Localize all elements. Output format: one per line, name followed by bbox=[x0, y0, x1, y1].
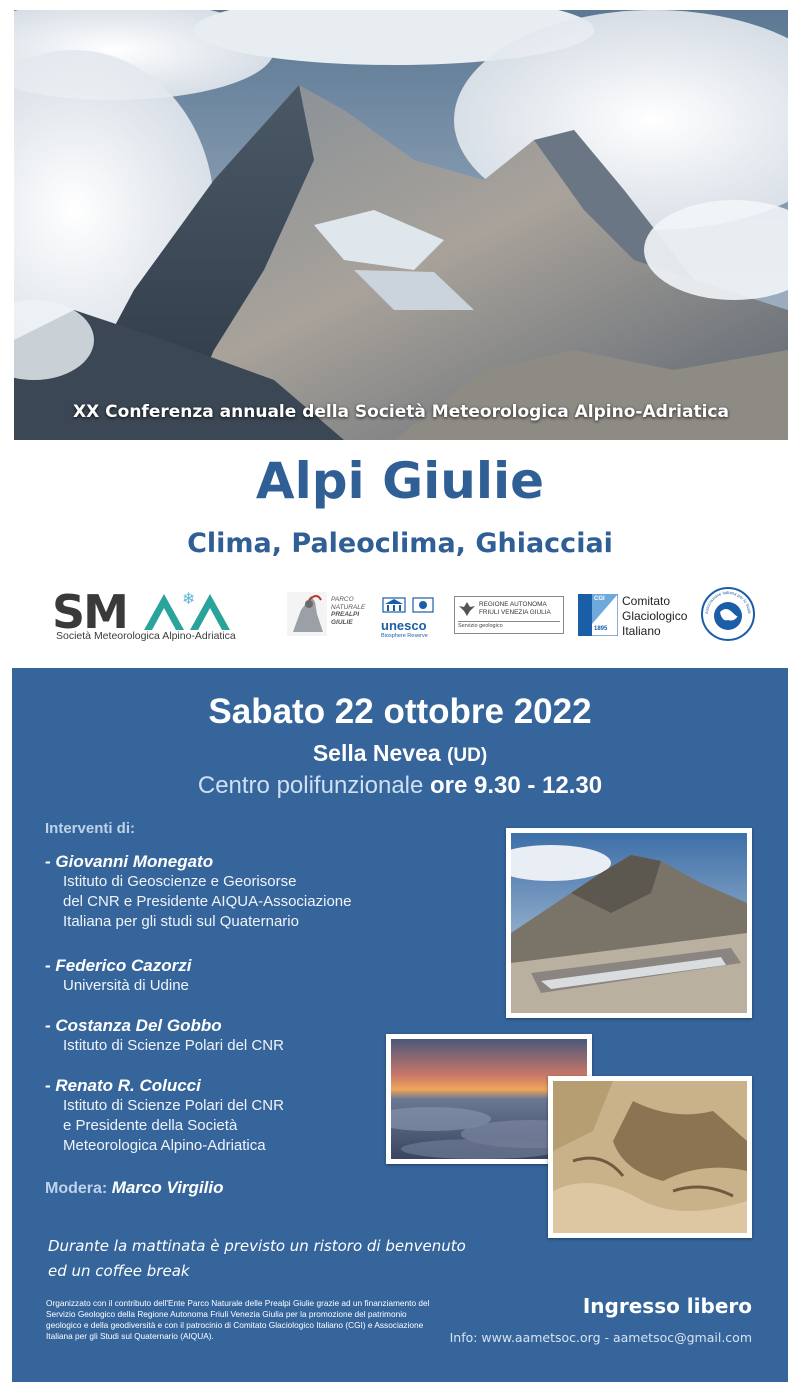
glacier-ridge-image bbox=[511, 833, 747, 1013]
speaker-item bbox=[45, 1076, 284, 1156]
parco-line-1: PARCO bbox=[331, 596, 354, 603]
speaker-name: - Renato R. Colucci bbox=[45, 1076, 201, 1095]
photo-karst-rock bbox=[548, 1076, 752, 1238]
conference-caption: XX Conferenza annuale della Società Meteorologica Alpino-Adriatica bbox=[73, 402, 729, 422]
mountain-illustration bbox=[14, 10, 788, 440]
info-panel bbox=[12, 668, 788, 1382]
cgi-line-2: Glaciologico bbox=[622, 609, 688, 623]
speaker-affiliation bbox=[45, 976, 191, 996]
place-province: (UD) bbox=[447, 745, 488, 766]
parco-line-3: PREALPI bbox=[331, 611, 360, 618]
regione-line-1: REGIONE AUTONOMA bbox=[479, 601, 547, 608]
place-name: Sella Nevea bbox=[312, 740, 441, 766]
globe-icon bbox=[700, 586, 756, 642]
affiliation-line: Università di Udine bbox=[63, 977, 189, 994]
regione-line-2: FRIULI VENEZIA GIULIA bbox=[479, 609, 551, 616]
speaker-item bbox=[45, 852, 351, 932]
event-time: ore 9.30 - 12.30 bbox=[430, 772, 603, 799]
parco-line-4: GIULIE bbox=[331, 618, 353, 626]
venue-name: Centro polifunzionale bbox=[197, 772, 424, 799]
speaker-affiliation bbox=[45, 872, 351, 932]
cgi-line-3: Italiano bbox=[622, 624, 661, 638]
affiliation-line: Istituto di Scienze Polari del CNR bbox=[63, 1097, 284, 1114]
speaker-affiliation bbox=[45, 1096, 284, 1156]
event-place bbox=[12, 740, 788, 767]
unesco-label: unesco bbox=[381, 618, 427, 633]
svg-text:❄: ❄ bbox=[182, 589, 196, 608]
cgi-mark: CGI bbox=[594, 596, 605, 602]
svg-text:SM: SM bbox=[52, 588, 127, 634]
unesco-logo bbox=[381, 596, 437, 639]
contact-info: Info: www.aametsoc.org - aametsoc@gmail.com bbox=[449, 1330, 752, 1345]
smaa-name: Società Meteorologica Alpino-Adriatica bbox=[56, 630, 236, 642]
affiliation-line: Italiana per gli studi sul Quaternario bbox=[63, 913, 299, 930]
page-subtitle: Clima, Paleoclima, Ghiacciai bbox=[187, 528, 613, 559]
speaker-item bbox=[45, 956, 191, 996]
page-title: Alpi Giulie bbox=[255, 452, 545, 510]
moderator-name: Marco Virgilio bbox=[111, 1178, 224, 1197]
regione-logo bbox=[454, 596, 564, 634]
speaker-name: - Federico Cazorzi bbox=[45, 956, 192, 975]
moderator bbox=[45, 1178, 223, 1198]
regione-sub: Servizio geologico bbox=[458, 621, 560, 629]
affiliation-line: Meteorologica Alpino-Adriatica bbox=[63, 1137, 266, 1154]
ibex-icon bbox=[287, 592, 327, 636]
affiliation-line: Istituto di Geoscienze e Georisorse bbox=[63, 873, 297, 890]
parco-line-2: NATURALE bbox=[331, 603, 366, 611]
speaker-item bbox=[45, 1016, 284, 1056]
affiliation-line: del CNR e Presidente AIQUA-Associazione bbox=[63, 893, 352, 910]
photo-glacier-ridge bbox=[506, 828, 752, 1018]
speaker-name: - Costanza Del Gobbo bbox=[45, 1016, 222, 1035]
karst-rock-image bbox=[553, 1081, 747, 1233]
organizer-fine-print: Organizzato con il contributo dell'Ente Parco Naturale delle Prealpi Giulie grazie ad un finanziamento del Servizio Geologico della Regione Autonoma Friuli Venezia Giulia per la promozione del patrimonio geologico e della geodiversità e con il patrocinio di Comitato Glaciologico Italiano (CGI) e Associazione Italiana per gli Studi sul Quaternario (AIQUA). bbox=[46, 1298, 430, 1341]
coffee-note: Durante la mattinata è previsto un ristoro di benvenuto ed un coffee break bbox=[48, 1237, 466, 1280]
parco-logo bbox=[287, 592, 366, 641]
unesco-sub: Biosphere Reserve bbox=[381, 633, 428, 639]
event-venue bbox=[12, 772, 788, 800]
aiqua-text: Associazione Italiana per lo Studi bbox=[703, 589, 752, 615]
aiqua-logo bbox=[700, 586, 756, 647]
speaker-name: - Giovanni Monegato bbox=[45, 852, 214, 871]
speakers-heading: Interventi di: bbox=[45, 820, 136, 837]
free-entry-label: Ingresso libero bbox=[582, 1294, 752, 1318]
eagle-icon bbox=[458, 600, 476, 618]
unesco-temple-icon bbox=[381, 596, 437, 614]
hero-photo bbox=[14, 10, 788, 440]
logo-strip bbox=[0, 578, 800, 658]
speaker-affiliation bbox=[45, 1036, 284, 1056]
affiliation-line: e Presidente della Società bbox=[63, 1117, 238, 1134]
cgi-line-1: Comitato bbox=[622, 594, 671, 608]
affiliation-line: Istituto di Scienze Polari del CNR bbox=[63, 1037, 284, 1054]
moderator-label: Modera: bbox=[45, 1180, 108, 1197]
smaa-logo-mark bbox=[52, 588, 252, 634]
cgi-logo bbox=[578, 594, 688, 641]
cgi-year: 1895 bbox=[594, 626, 608, 632]
event-date: Sabato 22 ottobre 2022 bbox=[208, 692, 592, 731]
